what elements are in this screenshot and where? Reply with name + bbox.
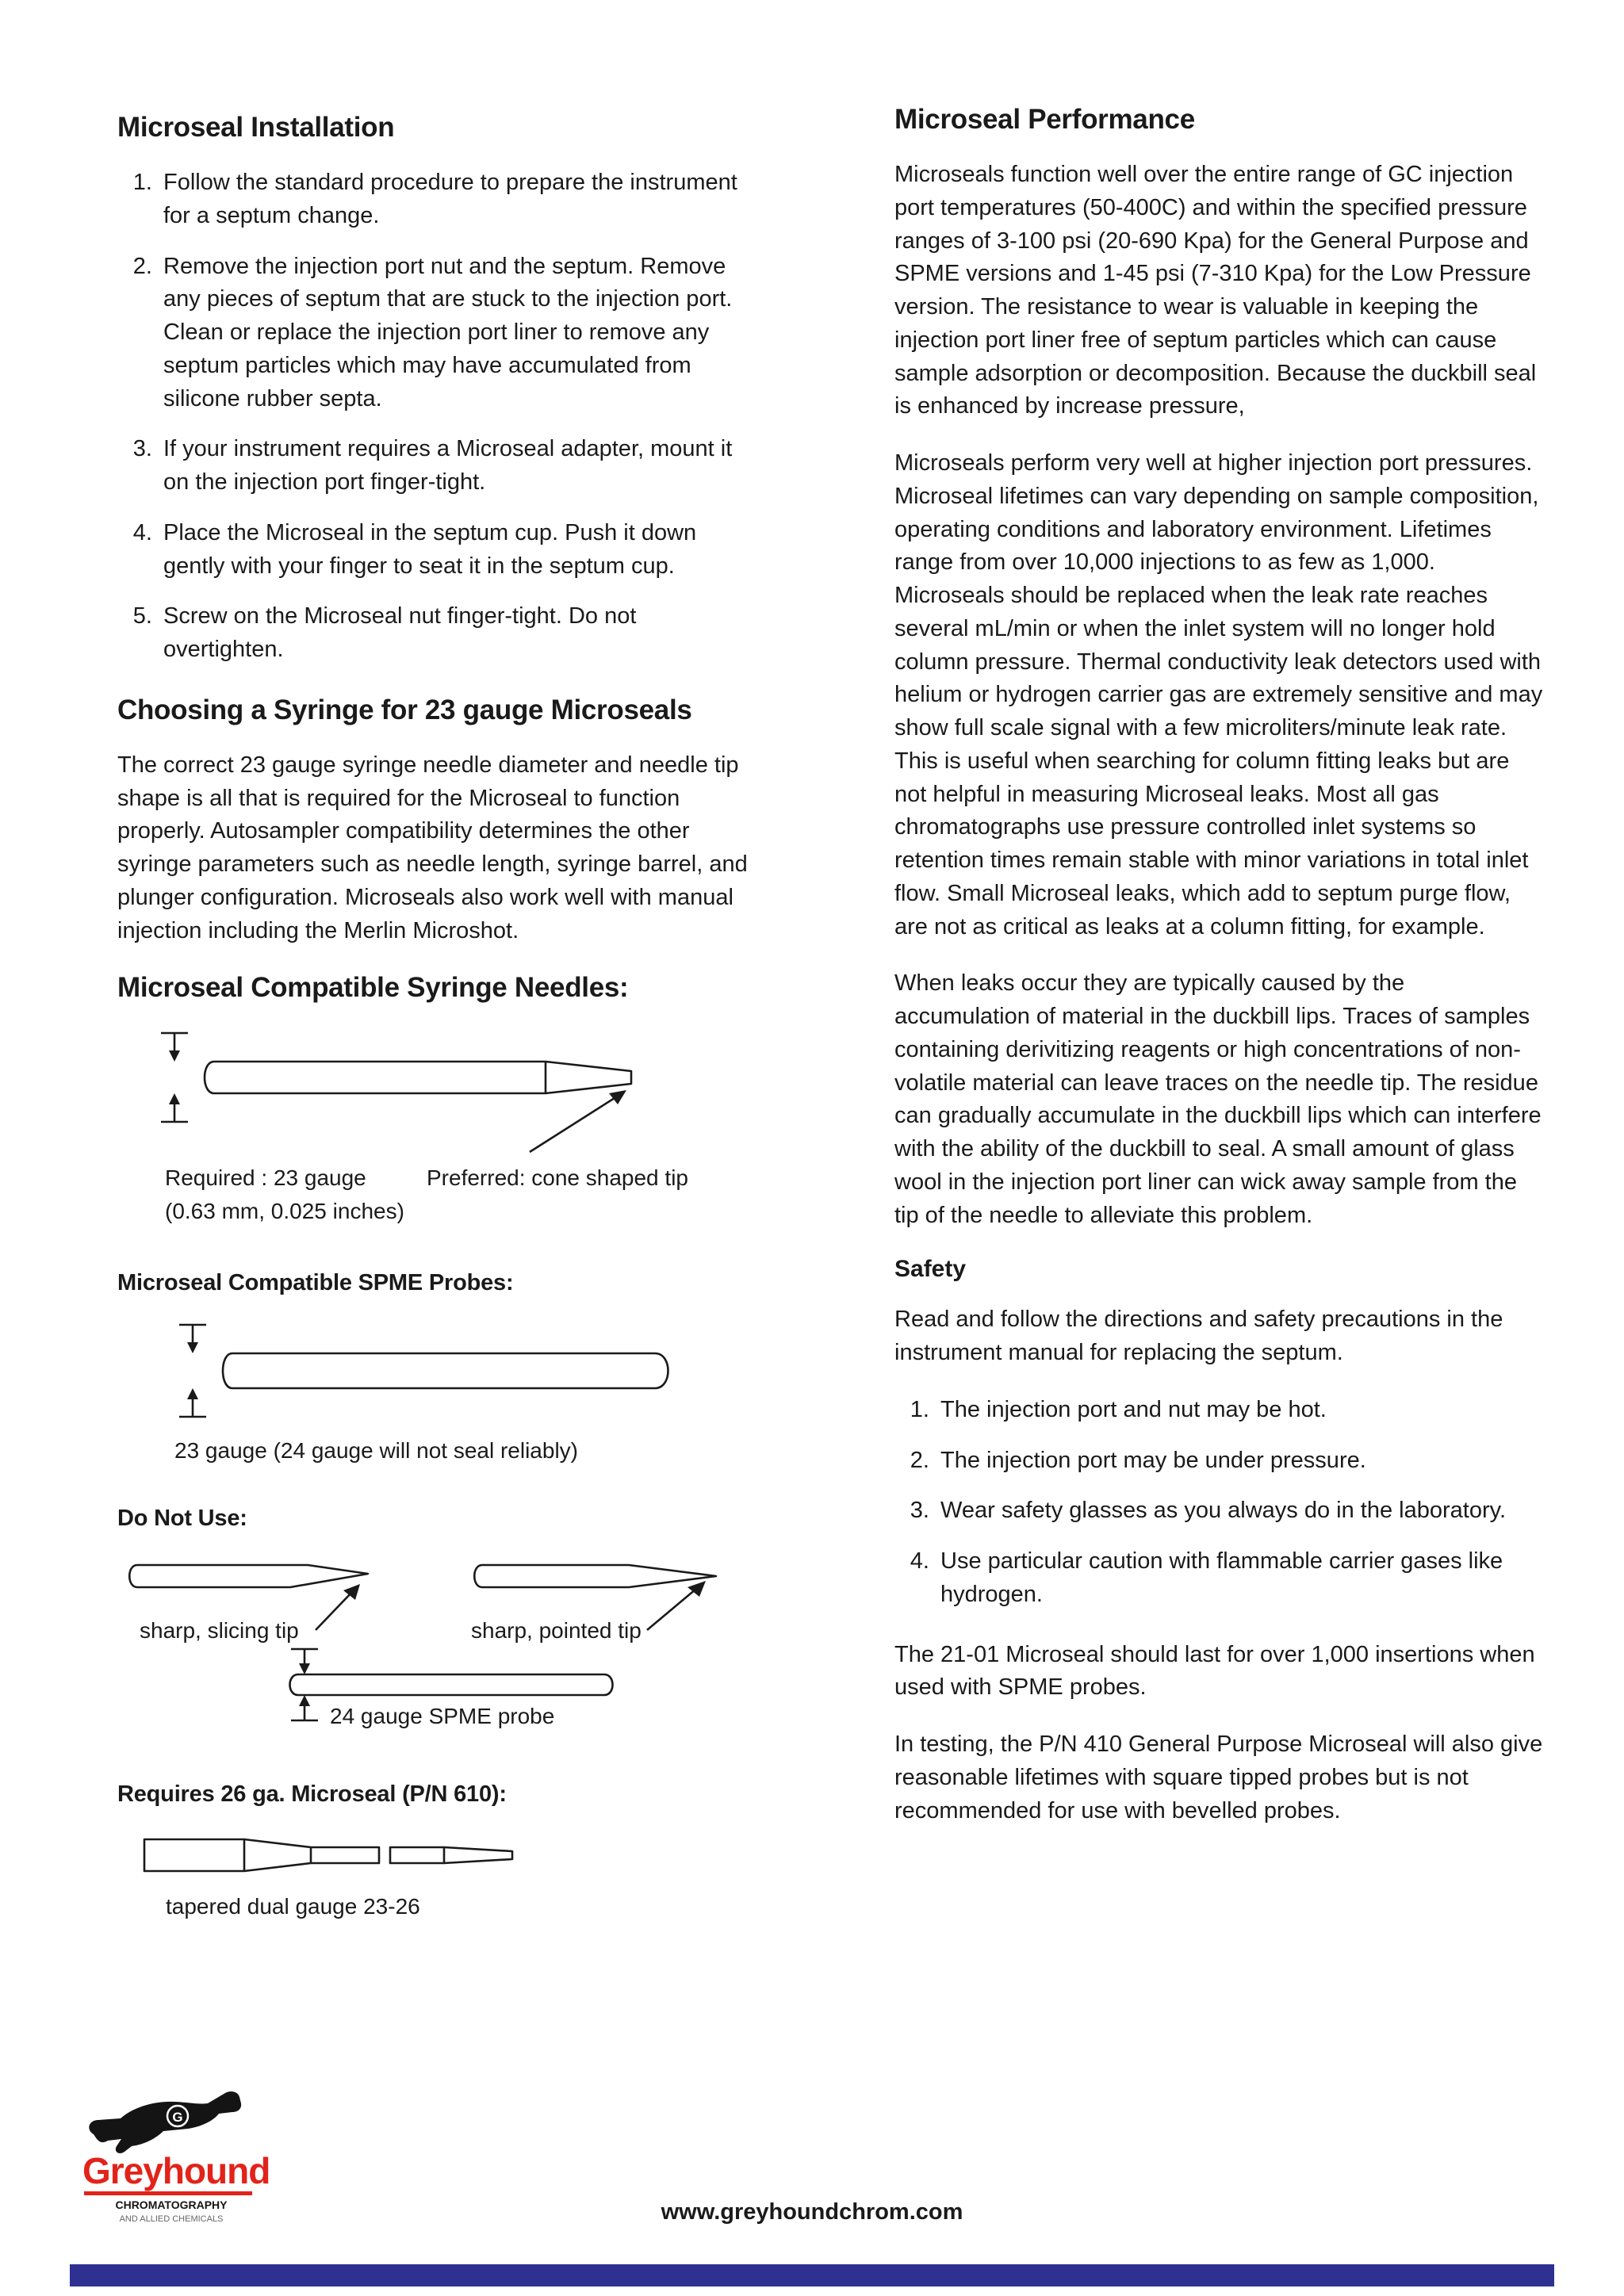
footer-bar	[70, 2264, 1554, 2286]
right-column	[894, 103, 1546, 1851]
required-gauge-label: Required : 23 gauge	[165, 1165, 366, 1191]
installation-step: 2. Remove the injection port nut and the septum. Remove any pieces of septum that are stuck to the injection port. Clean or replace the injection port liner to remove any septum particles which may have accumulated from silicone rubber septa.	[159, 251, 752, 416]
probe-shape	[223, 1353, 668, 1388]
heading-compatible-needles: Microseal Compatible Syringe Needles:	[117, 972, 629, 1004]
greyhound-dog-icon	[89, 2091, 241, 2153]
footer-url: www.greyhoundchrom.com	[661, 2199, 963, 2225]
installation-step: 3. If your instrument requires a Microseal adapter, mount it on the injection port finger-tight.	[159, 433, 752, 499]
slicing-tip-label: sharp, slicing tip	[140, 1617, 299, 1643]
pointed-tip-needle-shape	[474, 1565, 716, 1587]
pointed-tip-label: sharp, pointed tip	[471, 1617, 642, 1643]
installation-step: 5. Screw on the Microseal nut finger-tight. Do not overtighten.	[159, 600, 752, 667]
spme-gauge-label: 23 gauge (24 gauge will not seal reliably)	[174, 1438, 578, 1464]
safety-list	[894, 1394, 1546, 1612]
diameter-dimension-arrows	[179, 1325, 206, 1417]
closing-paragraph-1: The 21-01 Microseal should last for over 1,000 insertions when used with SPME probes.	[894, 1641, 1535, 1701]
safety-item: 4. Use particular caution with flammable carrier gases like hydrogen.	[936, 1545, 1546, 1612]
pointed-tip-pointer-arrow	[647, 1581, 706, 1630]
diameter-dimension-arrows	[161, 1033, 188, 1122]
preferred-tip-label: Preferred: cone shaped tip	[427, 1165, 688, 1191]
spme24-probe-shape	[290, 1674, 613, 1695]
spme-probe-diagram	[117, 1318, 688, 1426]
figure-do-not-use	[117, 1554, 752, 1742]
figure-spme-probe	[117, 1318, 752, 1465]
heading-choosing-syringe: Choosing a Syringe for 23 gauge Microseals	[117, 694, 692, 725]
safety-item: 3. Wear safety glasses as you always do in the laboratory.	[936, 1494, 1546, 1528]
needle-shape	[205, 1062, 631, 1093]
logo-brand-text: Greyhound	[82, 2150, 270, 2191]
tapered-dual-gauge-diagram	[117, 1830, 752, 1881]
heading-do-not-use: Do Not Use:	[117, 1505, 247, 1531]
heading-requires-26ga: Requires 26 ga. Microseal (P/N 610):	[117, 1781, 507, 1807]
left-column	[117, 111, 752, 1932]
cone-tip-pointer-arrow	[530, 1090, 626, 1152]
do-not-use-diagram	[117, 1554, 752, 1738]
installation-step: 1. Follow the standard procedure to prepare the instrument for a septum change.	[159, 166, 752, 233]
slicing-tip-needle-shape	[129, 1565, 368, 1587]
logo-monogram: G	[172, 2110, 183, 2125]
performance-paragraph-1: Microseals function well over the entire range of GC injection port temperatures (50-400C) and within the specified pressure ranges of 3-100 psi (20-690 Kpa) for the General Purpose and SPME versions and 1-45 psi (7-310 Kpa) for the Low Pressure version. The resistance to wear is valuable in keeping the injection port liner free of septum particles which can cause sample adsorption or decomposition. Because the duckbill seal is enhanced by increase pressure,	[894, 162, 1537, 419]
safety-item: 2. The injection port may be under pressure.	[936, 1445, 1546, 1478]
logo-underline	[84, 2191, 252, 2195]
figure-syringe-needle	[117, 1027, 752, 1230]
dual-gauge-needle-shape	[144, 1839, 512, 1871]
choosing-syringe-paragraph: The correct 23 gauge syringe needle diameter and needle tip shape is all that is required for the Microseal to function properly. Autosampler compatibility determines the other syringe parameters such as needle length, syringe barrel, and plunger configuration. Microseals also work well with manual injection including the Merlin Microshot.	[117, 752, 748, 943]
figure-tapered-dual-gauge	[117, 1830, 752, 1921]
safety-item: 1. The injection port and nut may be hot.	[936, 1394, 1546, 1427]
installation-steps	[117, 166, 752, 667]
spme24-label: 24 gauge SPME probe	[330, 1703, 555, 1728]
heading-microseal-performance: Microseal Performance	[894, 104, 1195, 135]
installation-step: 4. Place the Microseal in the septum cup. Push it down gently with your finger to seat it in the septum cup.	[159, 517, 752, 584]
needle-figure-labels	[117, 1164, 752, 1197]
syringe-needle-diagram	[117, 1027, 672, 1160]
logo-subline-1: CHROMATOGRAPHY	[115, 2198, 228, 2211]
performance-paragraph-3: When leaks occur they are typically caused by the accumulation of material in the duckbill lips. Traces of samples containing derivitizing reagents or high concentrations of non-volatile material can leave traces on the needle tip. The residue can gradually accumulate in the duckbill lips which can interfere with the ability of the duckbill to seal. A small amount of glass wool in the injection port liner can wick away sample from the tip of the needle to alleviate this problem.	[894, 970, 1542, 1228]
logo-subline-2: AND ALLIED CHEMICALS	[119, 2214, 224, 2224]
slicing-tip-pointer-arrow	[316, 1584, 360, 1630]
performance-paragraph-2: Microseals perform very well at higher injection port pressures. Microseal lifetimes can vary depending on sample composition, operating conditions and laboratory environment. Lifetimes range from over 10,000 injections to as few as 1,000. Microseals should be replaced when the leak rate reaches several mL/min or when the inlet system will no longer hold column pressure. Thermal conductivity leak detectors used with helium or hydrogen carrier gas are extremely sensitive and may show full scale signal with a few microliters/minute leak rate. This is useful when searching for column fitting leaks but are not helpful in measuring Microseal leaks. Most all gas chromatographs use pressure controlled inlet systems so retention times remain stable with minor variations in total inlet flow. Small Microseal leaks, which add to septum purge flow, are not as critical as leaks at a column fitting, for example.	[894, 450, 1543, 939]
heading-safety: Safety	[894, 1256, 967, 1283]
heading-spme-probes: Microseal Compatible SPME Probes:	[117, 1270, 514, 1296]
safety-intro: Read and follow the directions and safety precautions in the instrument manual for replacing the septum.	[894, 1307, 1503, 1365]
closing-paragraph-2: In testing, the P/N 410 General Purpose Microseal will also give reasonable lifetimes with square tipped probes but is not recommended for use with bevelled probes.	[894, 1732, 1543, 1823]
required-gauge-sublabel: (0.63 mm, 0.025 inches)	[165, 1199, 404, 1224]
tapered-dual-gauge-label: tapered dual gauge 23-26	[166, 1893, 420, 1919]
heading-microseal-installation: Microseal Installation	[117, 112, 395, 143]
